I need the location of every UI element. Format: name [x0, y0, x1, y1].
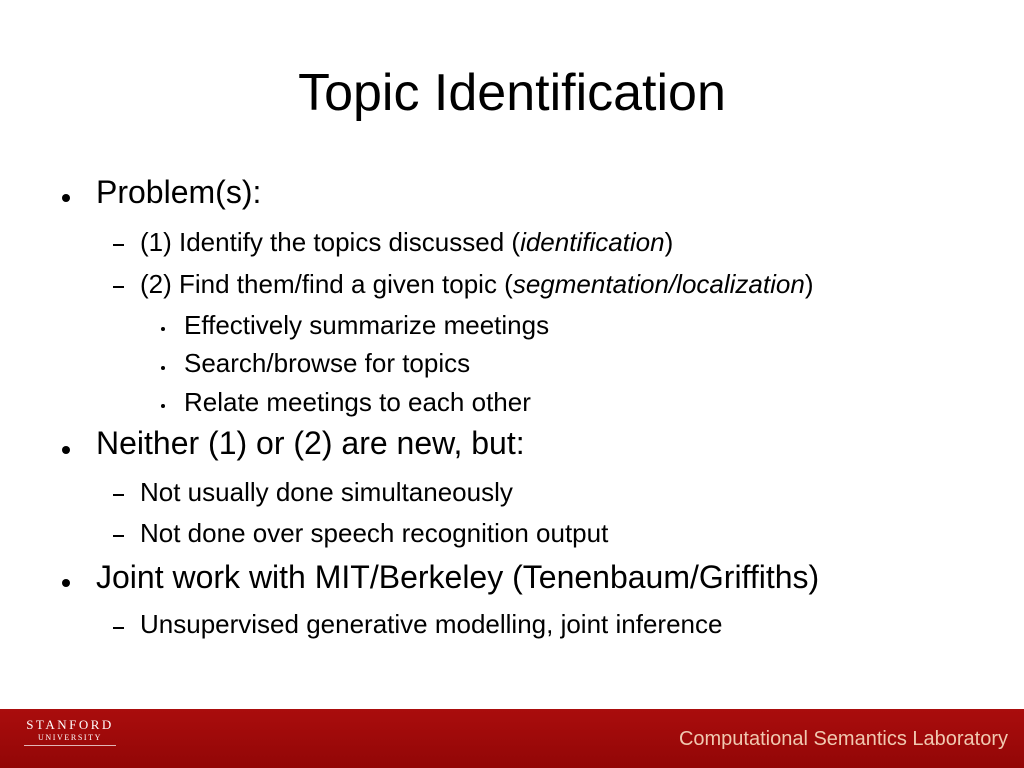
- stanford-logo: [17, 717, 123, 746]
- subbullet-item: Unsupervised generative modelling, joint inference: [140, 609, 723, 639]
- small-dot-icon: [161, 327, 165, 331]
- bullet-dot-icon: [62, 194, 70, 202]
- logo-wordmark: STANFORD: [26, 717, 114, 732]
- subbullet-item: Not usually done simultaneously: [140, 477, 513, 507]
- dash-icon: [113, 286, 124, 288]
- bullet-joint-work: Joint work with MIT/Berkeley (Tenenbaum/Griffiths): [96, 559, 820, 595]
- subbullet-identify-emphasis: identification: [520, 227, 665, 257]
- subbullet-identify-close: ): [664, 227, 674, 257]
- subbullet-find: [140, 268, 813, 300]
- subbullet-identify-text: (1) Identify the topics discussed (: [140, 227, 521, 257]
- subbullet-find-emphasis: segmentation/localization: [512, 269, 805, 299]
- subsub-item: Effectively summarize meetings: [184, 310, 550, 340]
- small-dot-icon: [161, 366, 165, 370]
- subsub-item: Relate meetings to each other: [184, 387, 531, 417]
- slide-title: Topic Identification: [298, 64, 726, 122]
- subbullet-item: Not done over speech recognition output: [140, 518, 609, 548]
- bullet-dot-icon: [62, 579, 70, 587]
- bullet-problems: Problem(s):: [96, 174, 262, 210]
- dash-icon: [113, 535, 124, 537]
- dash-icon: [113, 244, 124, 246]
- small-dot-icon: [161, 404, 165, 408]
- dash-icon: [113, 627, 124, 629]
- bullet-dot-icon: [62, 446, 70, 454]
- logo-rule: [24, 745, 116, 746]
- footer-bar: [0, 709, 1024, 768]
- lab-name: Computational Semantics Laboratory: [678, 728, 1008, 750]
- dash-icon: [113, 494, 124, 496]
- subbullet-identify: [140, 226, 673, 258]
- subsub-item: Search/browse for topics: [184, 348, 471, 378]
- subbullet-find-close: ): [804, 269, 814, 299]
- logo-subtitle: UNIVERSITY: [38, 733, 102, 742]
- subbullet-find-text: (2) Find them/find a given topic (: [140, 269, 513, 299]
- bullet-neither: Neither (1) or (2) are new, but:: [96, 425, 525, 461]
